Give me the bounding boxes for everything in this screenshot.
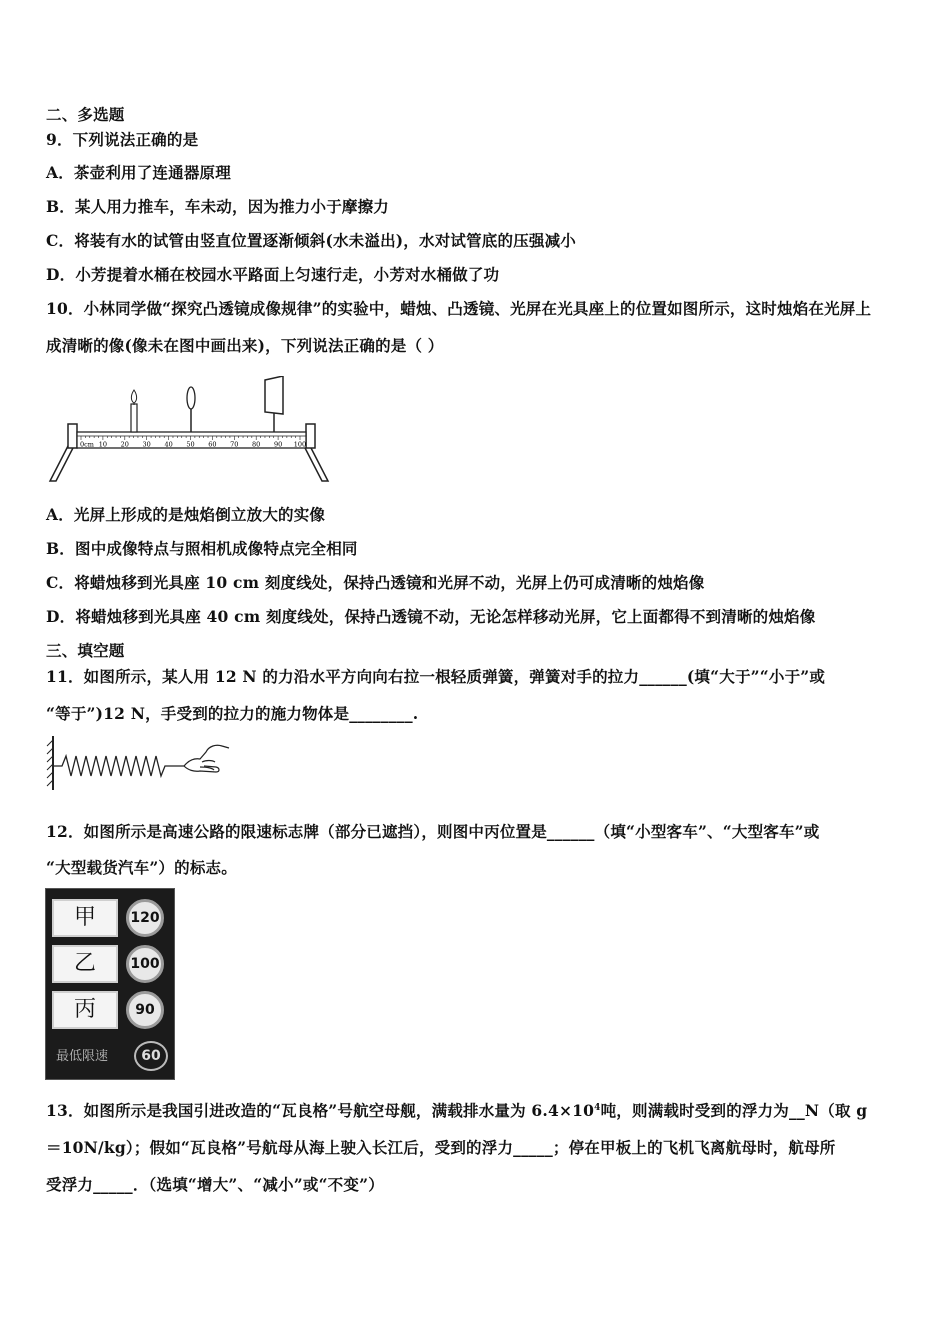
minimum-speed-row <box>52 1037 168 1073</box>
ruler-label: 100 <box>293 440 307 449</box>
spring-hand-figure <box>44 732 234 794</box>
convex-lens-icon <box>187 387 195 432</box>
sign-row-bing <box>52 991 168 1029</box>
sign-label: 甲 <box>52 899 118 937</box>
q12-line2: “大型载货汽车”）的标志。 <box>46 858 237 877</box>
q10-stem-line2: 成清晰的像(像未在图中画出来)，下列说法正确的是（ ） <box>46 336 444 355</box>
speed-limit-icon: 100 <box>126 945 164 983</box>
q9-stem: 9．下列说法正确的是 <box>46 130 199 149</box>
ruler-label: 60 <box>208 440 217 449</box>
hand-icon <box>184 745 229 772</box>
q13-line1-text-b: 吨，则满载时受到的浮力为__N（取 g <box>600 1101 868 1120</box>
q13-line3: 受浮力_____．（选填“增大”、“减小”或“不变”） <box>46 1175 384 1194</box>
candle-icon <box>131 390 137 432</box>
q13-line1 <box>46 1099 867 1121</box>
ruler-label: 30 <box>142 440 151 449</box>
speed-limit-icon: 120 <box>126 899 164 937</box>
ruler-label: 80 <box>252 440 261 449</box>
section-heading-multiple-choice: 二、多选题 <box>46 105 125 124</box>
q11-line1: 11．如图所示，某人用 12 N 的力沿水平方向向右拉一根轻质弹簧，弹簧对手的拉力______(填“大于”“小于”或 <box>46 667 826 686</box>
sign-row-yi <box>52 945 168 983</box>
q13-line1-text-a: 13．如图所示是我国引进改造的“瓦良格”号航空母舰，满载排水量为 6.4×10 <box>46 1101 595 1120</box>
q9-option-a: A．茶壶利用了连通器原理 <box>46 163 231 182</box>
q10-option-c: C．将蜡烛移到光具座 10 cm 刻度线处，保持凸透镜和光屏不动，光屏上仍可成清晰的烛焰像 <box>46 573 705 592</box>
q13-line2: ＝10N/kg）；假如“瓦良格”号航母从海上驶入长江后，受到的浮力_____；停在甲板上的飞机飞离航母时，航母所 <box>46 1138 836 1157</box>
optical-bench-figure <box>44 376 334 486</box>
speed-limit-sign <box>45 888 175 1080</box>
q11-line2: “等于”)12 N，手受到的拉力的施力物体是________. <box>46 704 419 723</box>
ruler-label: 50 <box>186 440 195 449</box>
ruler-label: 70 <box>230 440 239 449</box>
spring-icon <box>53 756 184 776</box>
ruler-label: 90 <box>273 440 283 449</box>
ruler-label: 10 <box>98 440 108 449</box>
ruler-label: 20 <box>120 440 129 449</box>
q9-option-b: B．某人用力推车，车未动，因为推力小于摩擦力 <box>46 197 390 216</box>
q13-exponent: 4 <box>594 1102 601 1113</box>
sign-label: 乙 <box>52 945 118 983</box>
q9-option-c: C．将装有水的试管由竖直位置逐渐倾斜(水未溢出)，水对试管底的压强减小 <box>46 231 577 250</box>
q10-option-d: D．将蜡烛移到光具座 40 cm 刻度线处，保持凸透镜不动，无论怎样移动光屏，它上面都得不到清晰的烛焰像 <box>46 607 816 626</box>
q9-option-d: D．小芳提着水桶在校园水平路面上匀速行走，小芳对水桶做了功 <box>46 265 500 284</box>
section-heading-fill-in: 三、填空题 <box>46 641 125 660</box>
minimum-speed-label: 最低限速 <box>56 1049 109 1064</box>
light-screen-icon <box>265 376 283 432</box>
ruler-label: 40 <box>164 440 173 449</box>
minimum-speed-icon: 60 <box>134 1041 168 1071</box>
sign-label: 丙 <box>52 991 118 1029</box>
sign-row-jia <box>52 899 168 937</box>
ruler-label: 0cm <box>80 440 94 449</box>
q10-option-b: B．图中成像特点与照相机成像特点完全相同 <box>46 539 358 558</box>
speed-limit-icon: 90 <box>126 991 164 1029</box>
q12-line1: 12．如图所示是高速公路的限速标志牌（部分已遮挡），则图中丙位置是______（填“小型客车”、“大型客车”或 <box>46 822 820 841</box>
q10-option-a: A．光屏上形成的是烛焰倒立放大的实像 <box>46 505 326 524</box>
q10-stem-line1: 10．小林同学做“探究凸透镜成像规律”的实验中，蜡烛、凸透镜、光屏在光具座上的位置如图所示，这时烛焰在光屏上 <box>46 299 872 318</box>
